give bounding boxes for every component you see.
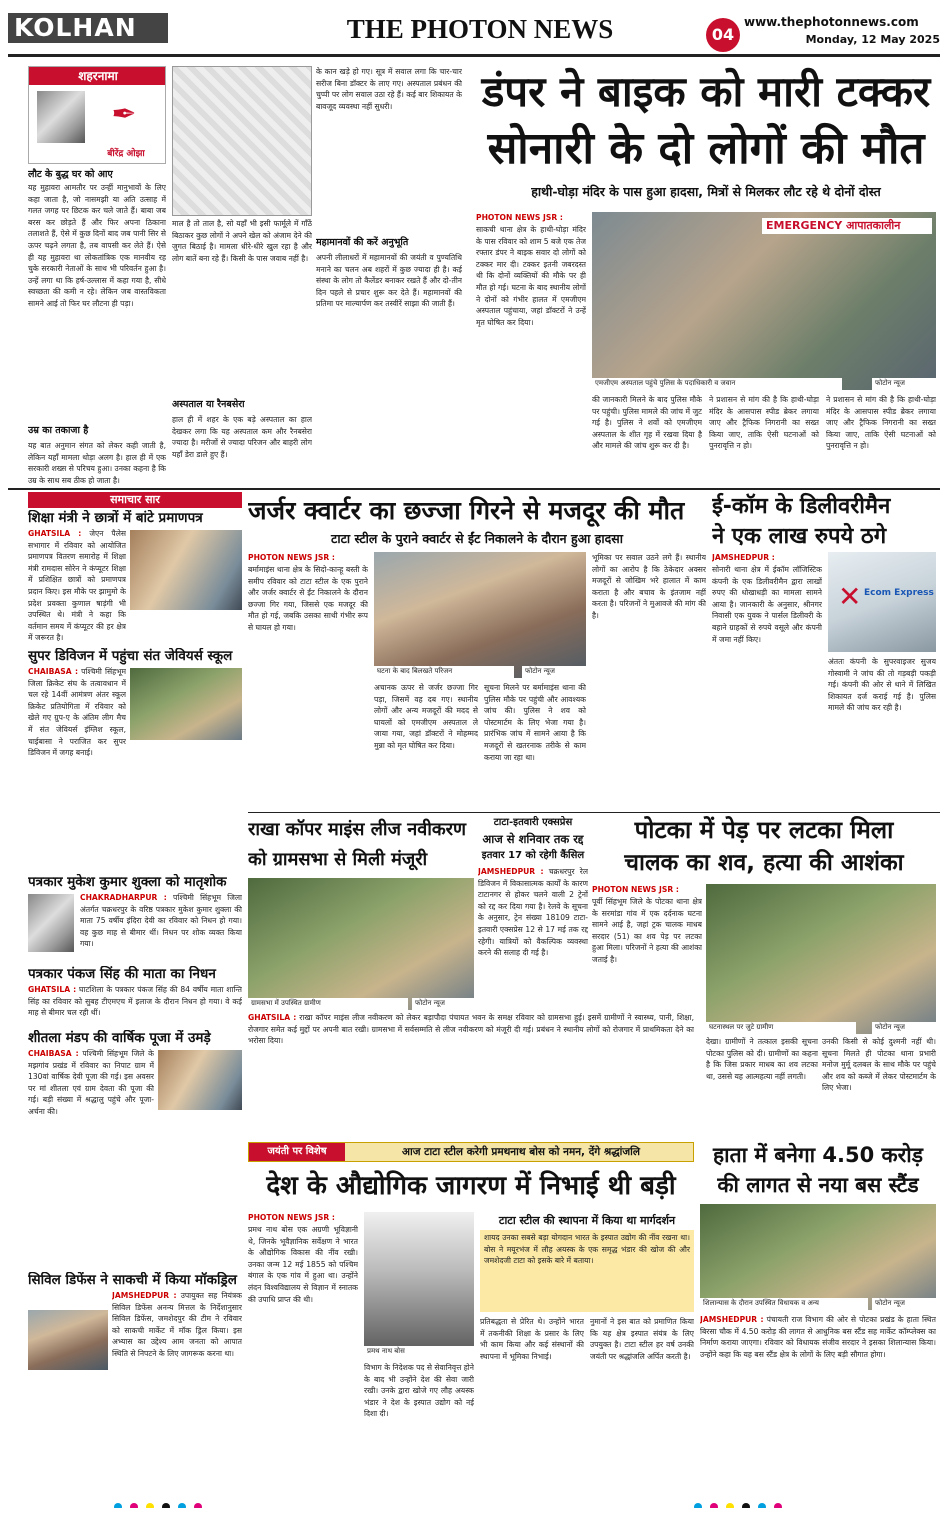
lead-headline-1: डंपर ने बाइक को मारी टक्कर [481,67,931,116]
special-body-1: प्रमथ नाथ बोस एक अग्रणी भूविज्ञानी थे, जिनके भूवैज्ञानिक सर्वेक्षण ने भारत के औद्योगिक विकास की नींव रखी। उनका जन्म 12 मई 1855 को पश्चिम बंगाल के एक गांव में हुआ था। उन्होंने लंदन विश्वविद्यालय से विज्ञान में स्नातक की उपाधि प्राप्त की थी। [248,1225,358,1304]
brief-1-body: जेएन पैलेस सभागार में रविवार को आयोजित प्रमाणपत्र वितरण समारोह में शिक्षा मंत्री रामदास सोरेन ने कंप्यूटर शिक्षा में प्रशिक्षित छात्रों को प्रमाणपत्र प्रदान किए। इस मौके पर झामुमो के प्रदेश प्रवक्ता कुणाल षाड़ंगी भी उपस्थित थे। मंत्री ने कहा कि वर्तमान समय में कंप्यूटर की हर क्षेत्र में जरूरत है। [28,529,126,643]
lead-headline-2: सोनारी के दो लोगों की मौत [487,123,925,174]
story5-text [478,866,588,1010]
lead-byline: PHOTON NEWS JSR : [476,213,563,222]
story6-headline-1: पोटका में पेड़ पर लटका मिला [634,816,894,844]
column-sub-4: महामानवों की करें अनुभूति [316,237,409,248]
edition-label: KOLHAN [8,13,168,43]
brief-5-place: CHAIBASA : [28,1049,79,1058]
brief-2-text [28,666,126,872]
column-sub-2: उम्र का तकाजा है [28,425,89,436]
story2-body-4: भूमिका पर सवाल उठने लगे हैं। स्थानीय लोगों का आरोप है कि ठेकेदार अक्सर मजदूरों से जोखिम भरे हालात में काम कराता है और बचाव के इंतजाम नहीं करता है। परिजनों ने मुआवजे की मांग की है। [592,553,706,620]
lead-photo-caption: एमजीएम अस्पताल पहुंचे पुलिस के पदाधिकारी व जवान [592,378,842,390]
story5-headline-1: आज से शनिवार तक रद्द [482,832,584,846]
brief-2-body: पश्चिमी सिंहभूम जिला क्रिकेट संघ के तत्वावधान में चल रहे 14वीं आमंत्रण अंतर स्कूल क्रिकेट प्रतियोगिता में रविवार को खेले गए ग्रुप-ए के अंतिम लीग मैच में संत जेवियर्स इंग्लिश स्कूल, चाईबासा ने पराजित कर सुपर डिविजन में जगह बनाई। [28,667,126,758]
brief-2-title: सुपर डिविजन में पहुंचा संत जेवियर्स स्कूल [28,648,233,664]
masthead [0,0,945,62]
lead-body-2: की जानकारी मिलने के बाद पुलिस मौके पर पहुंची। पुलिस मामले की जांच में जुट गई है। पुलिस ने शवों को एमजीएम अस्पताल के शीत गृह में रखवा दिया है और मामले की जांच शुरू कर दी है। [592,395,702,451]
column-para-4: हाल ही में शहर के एक बड़े अस्पताल का हाल देखकर लगा कि यह अस्पताल कम और रैनबसेरा ज्यादा है। मरीजों से ज्यादा परिजन और बाहरी लोग यहाँ डेरा डाले हुए हैं। [172,415,312,459]
paper-name: THE PHOTON NEWS [346,14,614,44]
lead-body-3: ने प्रशासन से मांग की है कि हाथी-घोड़ा मंदिर के आसपास स्पीड ब्रेकर लगाया जाए और ट्रैफिक निगरानी का सख्त किया जाए, ताकि ऐसी घटनाओं को पुनरावृत्ति न हो। [826,395,936,451]
brief-6-body: उपायुक्त सह नियंत्रक सिविल डिफेंस अनन्य मित्तल के निर्देशानुसार सिविल डिफेंस, जमशेदपुर की टीम ने रविवार को साकची मार्केट में मॉक ड्रिल किया। इस अभ्यास का उद्देश्य आम जनता को आपात स्थिति से निपटने के लिए जागरूक करना था। [112,1291,242,1358]
story2-caption: घटना के बाद बिलखते परिजन [374,666,514,678]
special-body-3: प्रतिबद्धता से प्रेरित थे। उन्होंने भारत में तकनीकी शिक्षा के प्रसार के लिए भी काम किया और कई संस्थानों की स्थापना में भूमिका निभाई। [480,1317,584,1361]
brief-4-text [28,984,242,1026]
story4-caption: ग्रामसभा में उपस्थित ग्रामीण [248,998,408,1010]
lead-photo-credit: फोटोन न्यूज [872,378,936,390]
brief-4-title: पत्रकार पंकज सिंह की माता का निधन [28,966,216,982]
brief-5-title: शीतला मंडप की वार्षिक पूजा में उमड़े [28,1030,211,1046]
story6-photo [706,884,936,1034]
story2-credit: फोटोन न्यूज [522,666,586,678]
story5-headline-2: इतवार 17 को रहेगी कैंसिल [481,850,585,861]
story4-photo [248,878,474,1010]
story3-headline-2: ने एक लाख रुपये ठगे [712,524,887,549]
divider-2 [248,812,940,813]
story7-headline-1: हाता में बनेगा 4.50 करोड़ [713,1143,923,1167]
special-portrait-caption: प्रमथ नाथ बोस [364,1346,474,1358]
story6-body-2: देखा। ग्रामीणों ने तत्काल इसकी सूचना पोटका पुलिस को दी। ग्रामीणों का कहना है कि जिस प्रकार माधब का शव लटका था, उससे यह आत्महत्या नहीं लगती। [706,1037,818,1081]
story2-deck: टाटा स्टील के पुराने क्वार्टर से ईंट निकालने के दौरान हुआ हादसा [331,531,623,546]
story4-place: GHATSILA : [248,1013,297,1022]
brief-3-text [80,892,242,962]
column-label: शहरनामा [29,67,166,85]
story3-body-2: अंततः कंपनी के सुपरवाइजर सुजय गोस्वामी ने जांच की तो गड़बड़ी पकड़ी गई। कंपनी की ओर से थाने में लिखित शिकायत दर्ज कराई गई है। पुलिस मामले की जांच कर रही है। [828,657,936,713]
issue-date: Monday, 12 May 2025 [805,33,940,46]
brief-6-title: सिविल डिफेंस ने साकची में किया मॉकड्रिल [28,1272,237,1288]
column-header-box [28,66,166,164]
story2-body-2: अचानक ऊपर से जर्जर छज्जा गिर पड़ा, जिसमें वह दब गए। स्थानीय लोगों और अन्य मजदूरों की मदद से घायलों को एमजीएम अस्पताल ले जाया गया, जहां डॉक्टरों ने मोहम्मद मुन्ना को मृत घोषित कर दिया। [374,683,478,750]
brief-4-place: GHATSILA : [28,985,77,994]
story5-kicker: टाटा-इतवारी एक्सप्रेस [493,817,573,828]
column-para-5: के कान खड़े हो गए। सूत्र में सवाल लगा कि चार-चार सरीज बिना डॉक्टर के लाए गए। अस्पताल प्रबंधन की चुप्पी पर लोग सवाल उठा रहे हैं। कई बार शिकायत के बावजूद व्यवस्था नहीं सुधरी। [316,67,462,111]
story7-credit: फोटोन न्यूज [872,1298,936,1310]
special-body-4: नुमानों ने इस बात को प्रमाणित किया कि यह क्षेत्र इस्पात संयंत्र के लिए उपयुक्त है। टाटा स्टील हर वर्ष उनकी जयंती पर श्रद्धांजलि अर्पित करती है। [590,1317,694,1361]
page-number: 04 [706,18,740,52]
story4-headline-2: को ग्रामसभा से मिली मंजूरी [248,849,428,870]
brief-6-place: JAMSHEDPUR : [112,1291,177,1300]
special-label: जयंती पर विशेष [249,1143,345,1161]
column-para-3: माल है तो ताल है, सो यहाँ भी इसी फार्मूले में गाँठें बिठाकर कुछ लोगों ने अपने खेल को अंजाम देने की जुगत बिठाई है। मामला धीरे-धीरे खुल रहा है और लोग बातें बना रहे हैं। किसी के पास जवाब नहीं है। [172,219,312,263]
brief-5-photo [158,1050,242,1110]
story7-text [700,1314,936,1488]
column-para-2: यह बात अनुमान संगत को लेकर कही जाती है, लेकिन यहाँ मामला थोड़ा अलग है। हाल ही में एक सरकारी शख्स से परिचय हुआ। उनका कहना है कि उम्र के साथ सब ठीक हो जाता है। [28,441,166,484]
brief-3-title: पत्रकार मुकेश कुमार शुक्ला को मातृशोक [28,874,227,890]
special-byline: PHOTON NEWS JSR : [248,1213,335,1222]
story7-caption: शिलान्यास के दौरान उपस्थित विधायक व अन्य [700,1298,868,1310]
brief-5-body: पश्चिमी सिंहभूम जिले के मझगांव प्रखंड में रविवार का निपाट ग्राम में 130वां वार्षिक देवी पूजा की गई। इस अवसर पर मां शीतला एवं ग्राम देवता की पूजा की गई। बड़ी संख्या में श्रद्धालु पहुंचे और पूजा-अर्चना की। [28,1049,154,1116]
brief-2-photo [130,668,242,740]
story4-body: राखा कॉपर माइंस लीज नवीकरण को लेकर बड़ापौदा पंचायत भवन के समक्ष रविवार को ग्रामसभा हुई। इसमें ग्रामीणों ने स्वास्थ्य, पानी, शिक्षा, रोजगार समेत कई मुद्दों पर अपनी बात रखी। ग्रामसभा में सर्वसम्मति से लीज नवीकरण को मंजूरी दी गई। प्रबंधन ने स्थानीय लोगों को रोजगार में प्राथमिकता देने का भरोसा दिया। [248,1013,694,1046]
story5-place: JAMSHEDPUR : [478,867,544,876]
story3-photo [828,552,936,652]
brief-6-photo [28,1310,108,1370]
lead-body-3b: ने प्रशासन से मांग की है कि हाथी-घोड़ा मंदिर के आसपास स्पीड ब्रेकर लगाया जाए और ट्रैफिक निगरानी का सख्त किया जाए, ताकि ऐसी घटनाओं को पुनरावृत्ति न हो। [709,395,819,451]
story7-headline-2: की लागत से नया बस स्टैंड [717,1173,919,1197]
story6-caption: घटनास्थल पर जुटे ग्रामीण [706,1022,856,1034]
cartoon [172,66,312,216]
brief-6-text [112,1290,242,1490]
masthead-rule [8,54,940,57]
story6-body-1: पूर्वी सिंहभूम जिले के पोटका थाना क्षेत्र के सरमांडा गांव में एक दर्दनाक घटना सामने आई है, जहां ट्रक चालक माधब सरदार (51) का शव पेड़ पर लटका हुआ मिला। परिजनों ने हत्या की आशंका जताई है। [592,897,702,964]
emergency-sign: EMERGENCY आपातकालीन [762,218,932,234]
special-banner [248,1142,694,1162]
special-headline: देश के औद्योगिक जागरण में निभाई थी बड़ी [266,1171,676,1201]
story2-body-3: सूचना मिलने पर बर्मामाइंस थाना की पुलिस मौके पर पहुंची और आवश्यक जांच की। पुलिस ने शव को पोस्टमार्टम के लिए भेजा गया है। प्रारंभिक जांच में सामने आया है कि मजदूरों से खतरनाक तरीके से काम कराया जा रहा था। [484,683,586,762]
story6-body-3: उनकी किसी से कोई दुश्मनी नहीं थी। सूचना मिलते ही पोटका थाना प्रभारी मनोज मुर्मू दलबल के साथ मौके पर पहुंचे और शव को कब्जे में लेकर पोस्टमार्टम के लिए भेजा। [822,1037,936,1093]
story3-byline: JAMSHEDPUR : [712,553,775,562]
story2-photo [374,552,586,678]
story2-byline: PHOTON NEWS JSR : [248,553,335,562]
registration-marks-left [110,1496,270,1508]
brief-3-body: पश्चिमी सिंहभूम जिला अंतर्गत चक्रधरपुर के वरिष्ठ पत्रकार मुकेश कुमार शुक्ला की माता 75 वर्षीय इंदिरा देवी का रविवार को निधन हो गया। वह कुछ माह से बीमार थीं। निधन पर शोक व्यक्त किया गया। [80,893,242,949]
truck-text: Ecom Express [864,588,934,598]
brief-1-photo [130,530,242,610]
lead-photo [592,212,936,390]
divider-1 [8,488,940,490]
special-teaser: आज टाटा स्टील करेगी प्रमथनाथ बोस को नमन, देंगे श्रद्धांजलि [401,1146,641,1158]
story6-headline-2: चालक का शव, हत्या की आशंका [624,850,904,876]
story6-credit: फोटोन न्यूज [872,1022,936,1034]
story7-body: पंचायती राज विभाग की ओर से पोटका प्रखंड के हाता स्थित बिरसा चौक में 4.50 करोड़ की लागत से आधुनिक बस स्टैंड सह मार्केट कॉम्प्लेक्स का निर्माण कराया जाएगा। रविवार को विधायक संजीव सरदार ने इसका शिलान्यास किया। उन्होंने कहा कि यह बस स्टैंड क्षेत्र के लोगों के लिए बड़ी सौगात होगा। [700,1315,936,1359]
story7-place: JAMSHEDPUR : [700,1315,764,1324]
brief-2-place: CHAIBASA : [28,667,78,676]
story4-headline-1: राखा कॉपर माइंस लीज नवीकरण [248,819,467,840]
brief-1-title: शिक्षा मंत्री ने छात्रों में बांटे प्रमाणपत्र [28,510,203,526]
column-para-1: यह मुहावरा आमतौर पर उन्हीं मानुभावों के लिए कहा जाता है, जो नासमझी या अति उत्साह में गलत जगह पर छिटक कर चले जाते हैं। बाबा जब बरस कर छोड़ते हैं और फिर अपना ठिकाना तलाशते हैं, ऐसे में कुछ दिनों बाद जब पानी सिर से ऊपर चढ़ने लगता है, तब वापसी कर लेते हैं। ऐसे ही यह मुहावरा था लोकतांत्रिक एक मानवीय रह चुके सरकारी नेताओं के साथ भी परिवर्तन हुआ है। उन्हें लगा था कि हर्ष-उल्लास में कहा गया है, सीधे स्वच्छता की कमी न रहे। लेकिन जब वास्तविकता सामने आई तो फिर घर लौटना ही पड़ा। [28,183,166,308]
story3-headline-1: ई-कॉम के डिलीवरीमैन [712,494,891,519]
author-photo [37,91,85,143]
brief-3-place: CHAKRADHARPUR : [80,893,167,902]
story2-body-1: बर्मामाइंस थाना क्षेत्र के सिदो-कान्हू बस्ती के समीप रविवार को टाटा स्टील के एक पुराने और जर्जर क्वार्टर से ईंट निकालने के दौरान छज्जा गिर गया, जिससे एक मजदूर की मौत हो गई, जबकि उसका साथी गंभीर रूप से घायल हो गया। [248,565,368,632]
brief-3-photo [28,894,74,952]
special-portrait [364,1212,474,1358]
website-link[interactable]: www.thephotonnews.com [744,15,919,29]
brief-1-place: GHATSILA : [28,529,82,538]
story5-body: चक्रधरपुर रेल डिविजन में विकासात्मक कार्यों के कारण टाटानगर से होकर चलने वाली 2 ट्रेनों को रद्द कर दिया गया है। रेलवे के सूचना के अनुसार, ट्रेन संख्या 18109 टाटा-इतवारी एक्सप्रेस 12 से 17 मई तक रद्द रहेगी। यात्रियों को वैकल्पिक व्यवस्था करने की सलाह दी गई है। [478,867,588,958]
story7-photo [700,1204,936,1310]
brief-1-text [28,528,126,646]
column-sub-3: अस्पताल या रैनबसेरा [172,399,245,410]
column-para-6: अपनी लीलाधरों में महामानवों की जयंती व पुण्यतिथि मनाने का चलन अब शहरों में कुछ ज्यादा ही है। कई संस्था के लोग तो कैलेंडर बनाकर रखते हैं और दो-तीन दिन पहले से प्रचार शुरू कर देते हैं। महामानवों की प्रतिमा पर माल्यार्पण कर तस्वीरें साझा की जाती हैं। [316,253,462,309]
special-body-2: विभाग के निदेशक पद से सेवानिवृत्त होने के बाद भी उन्होंने देश की सेवा जारी रखी। उनके द्वारा खोजे गए लौह अयस्क भंडार ने देश के इस्पात उद्योग को नई दिशा दी। [364,1363,474,1419]
lead-body-1: साकची थाना क्षेत्र के हाथी-घोड़ा मंदिर के पास रविवार को शाम 5 बजे एक तेज रफ्तार डंपर ने बाइक सवार दो लोगों को टक्कर मार दी। टक्कर इतनी जबरदस्त थी कि दोनों व्यक्तियों की मौके पर ही मौत हो गई। घटना के बाद स्थानीय लोगों ने दोनों को गंभीर हालत में एमजीएम अस्पताल पहुंचाया, जहां डॉक्टरों ने उन्हें मृत घोषित कर दिया। [476,225,586,327]
column-sub-1: लौट के बुद्ध घर को आए [28,169,113,180]
special-subhead: टाटा स्टील की स्थापना में किया था मार्गदर्शन [498,1214,676,1227]
story2-headline: जर्जर क्वार्टर का छज्जा गिरने से मजदूर की मौत [248,496,685,525]
lead-deck: हाथी-घोड़ा मंदिर के पास हुआ हादसा, मित्रों से मिलकर लौट रहे थे दोनों दोस्त [531,184,881,199]
truck-logo-icon: ✕ [838,582,862,612]
story6-byline: PHOTON NEWS JSR : [592,885,679,894]
story3-body-1: सोनारी थाना क्षेत्र में ईकॉम लॉजिस्टिक कंपनी के एक डिलीवरीमैन द्वारा लाखों रुपए की धोखाधड़ी का मामला सामने आया है। जानकारी के अनुसार, श्रीनगर निवासी एक युवक ने पार्सल डिलीवरी के बहाने ग्राहकों से रुपये वसूले और कंपनी में जमा नहीं किए। [712,565,822,644]
brief-4-body: घाटशिला के पत्रकार पंकज सिंह की 84 वर्षीय माता शान्ति सिंह का रविवार को सुबह टीएमएच में इलाज के दौरान निधन हो गया। वे कई माह से बीमार चल रही थीं। [28,985,242,1018]
briefs-label: समाचार सार [28,492,242,508]
pen-icon: ✒ [111,97,137,132]
registration-marks-right [690,1496,850,1508]
brief-5-text [28,1048,154,1268]
author-name: बीरेंद्र ओझा [107,149,145,159]
special-highlight: शायद उनका सबसे बड़ा योगदान भारत के इस्पात उद्योग की नींव रखना था। बोस ने मयूरभंज में लौह अयस्क के एक समृद्ध भंडार की खोज की और जमशेदजी टाटा को इसके बारे में बताया। [480,1230,694,1312]
story4-credit: फोटोन न्यूज [412,998,474,1010]
